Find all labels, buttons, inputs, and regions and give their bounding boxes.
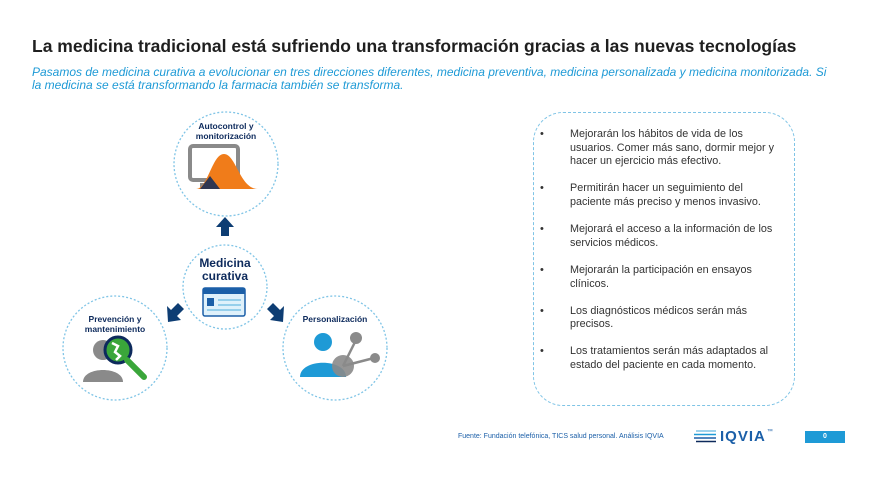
top-node-label: Autocontrol y monitorización [195,121,257,141]
page-subtitle: Pasamos de medicina curativa a evolucionar en tres direcciones diferentes, medicina preventiva, medicina personalizada y medicina monitorizada. Si la medicina se está transformando la farmacia también se transforma. [32,65,827,92]
right-node-circle [283,296,387,400]
bullets-list [540,128,776,386]
medical-file-icon [203,288,245,316]
list-item: • Mejorarán los hábitos de vida de los usuarios. Comer más sano, dormir mejor y hacer un ejercicio más efectivo. [540,128,776,169]
logo-trademark: ™ [766,429,773,435]
logo-lines-icon [694,429,716,443]
logo-text: IQVIA [720,427,766,445]
arrow-down-right-icon [267,303,284,322]
arrow-down-left-icon [167,303,184,322]
center-node-label: Medicina curativa [199,256,251,283]
list-item: • Mejorarán la participación en ensayos clínicos. [540,264,776,291]
list-item: • Los tratamientos serán más adaptados al estado del paciente en cada momento. [540,345,776,372]
left-node-label: Prevención y mantenimiento [84,314,146,334]
arrow-up-icon [216,217,234,236]
right-node-label: Personalización [302,314,368,324]
source-note: Fuente: Fundación telefónica, TICS salud personal. Análisis IQVIA [458,433,664,440]
list-item: • Los diagnósticos médicos serán más precisos. [540,305,776,332]
list-item: • Mejorará el acceso a la información de los servicios médicos. [540,223,776,250]
page-number: 0 [805,431,845,443]
page-title: La medicina tradicional está sufriendo una transformación gracias a las nuevas tecnologías [32,36,797,56]
list-item: • Permitirán hacer un seguimiento del paciente más preciso y menos invasivo. [540,182,776,209]
iqvia-logo [694,428,773,444]
